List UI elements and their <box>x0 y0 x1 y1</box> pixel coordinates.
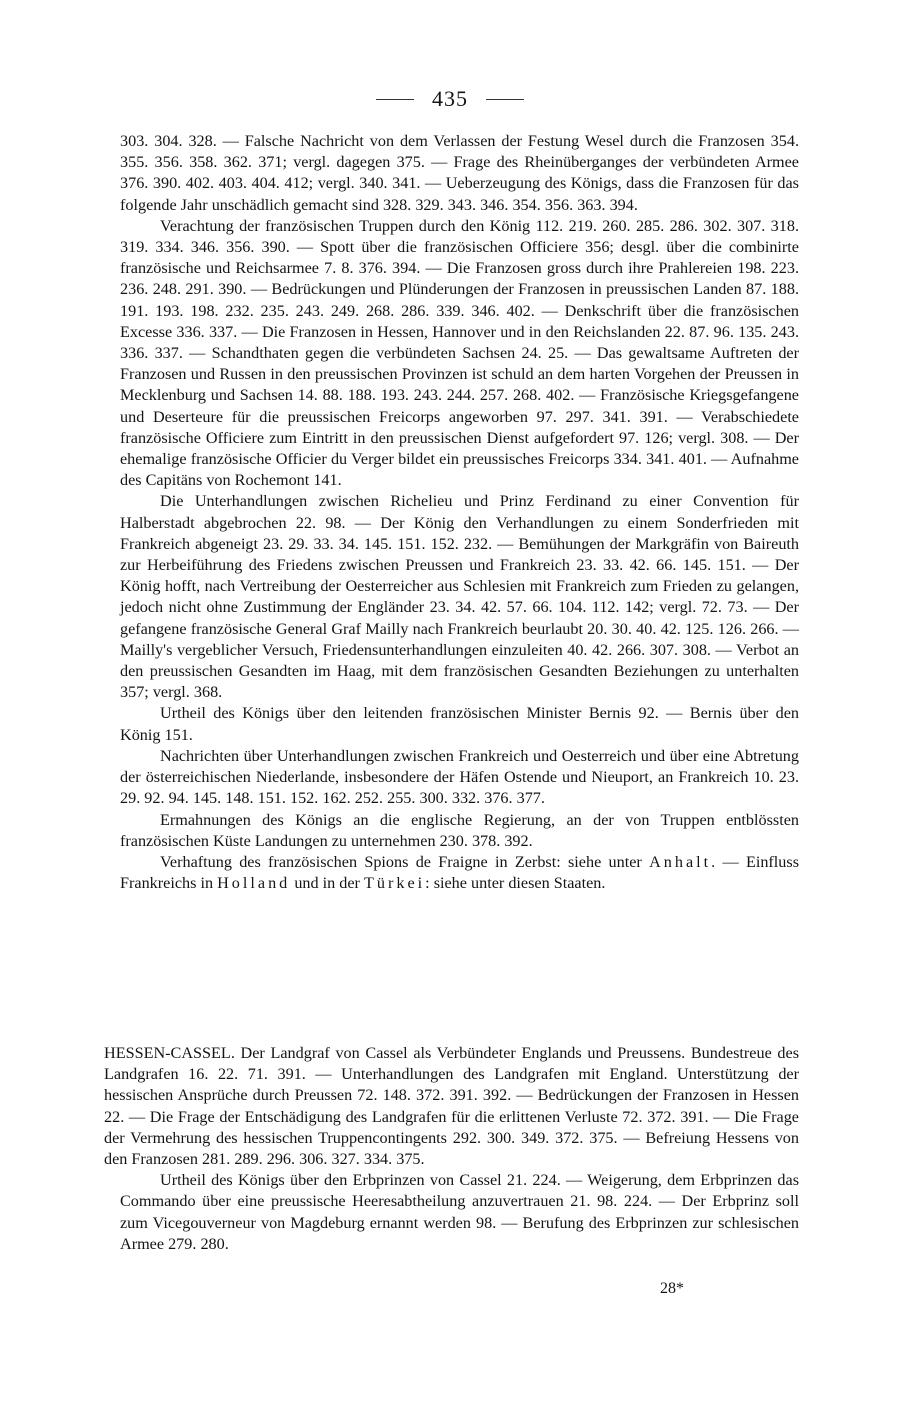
paragraph-unterhandlungen: Die Unterhandlungen zwischen Richelieu und Prinz Ferdinand zu einer Convention für Halberstadt abgebrochen 22. 98. — Der König den Verhandlungen zu einem Sonderfrieden mit Frankreich abgeneigt 23. 29. 33. 34. 145. 151. 152. 232. — Bemühungen der Markgräfin von Baireuth zur Herbeiführung des Friedens zwischen Preussen und Frankreich 23. 33. 42. 66. 145. 151. — Der König hofft, nach Vertreibung der Oesterreicher aus Schlesien mit Frankreich zum Frieden zu gelangen, jedoch nicht ohne Zustimmung der Engländer 23. 34. 42. 57. 66. 104. 112. 142; vergl. 72. 73. — Der gefangene französische General Graf Mailly nach Frankreich beurlaubt 20. 30. 40. 42. 125. 126. 266. — Mailly's vergeblicher Versuch, Friedensunterhandlungen einzuleiten 40. 42. 266. 307. 308. — Verbot an den preussischen Gesandten im Haag, mit dem französischen Gesandten Beziehungen zu unterhalten 357; vergl. 368. <box>120 492 799 702</box>
paragraph-bernis: Urtheil des Königs über den leitenden französischen Minister Bernis 92. — Bernis über den König 151. <box>120 704 799 744</box>
verhaftung-text-4: : siehe unter diesen Staaten. <box>425 874 606 893</box>
paragraph-verhaftung <box>120 852 799 894</box>
paragraph-erbprinz: Urtheil des Königs über den Erbprinzen von Cassel 21. 224. — Weigerung, dem Erbprinzen das Commando über eine preussische Heeresabtheilung anzuvertrauen 21. 98. 224. — Der Erbprinz soll zum Vicegouverneur von Magdeburg ernannt werden 98. — Berufung des Erbprinzen zur schlesischen Armee 279. 280. <box>120 1171 799 1253</box>
page-header <box>0 86 900 112</box>
verhaftung-text-3: und in der <box>294 874 360 893</box>
crossref-tuerkei: Türkei <box>364 874 426 893</box>
signature-mark: 28* <box>660 1280 684 1297</box>
hessen-cassel-entry <box>104 1043 799 1170</box>
paragraph-verachtung: Verachtung der französischen Truppen durch den König 112. 219. 260. 285. 286. 302. 307. 318. 319. 334. 346. 356. 390. — Spott über die französischen Officiere 356; desgl. über die combinirte französische und Reichsarmee 7. 8. 376. 394. — Die Franzosen gross durch ihre Prahlereien 198. 223. 236. 248. 291. 390. — Bedrückungen und Plünderungen der Franzosen in preussischen Landen 87. 188. 191. 193. 198. 232. 235. 243. 249. 268. 286. 339. 346. 402. — Denkschrift über die französischen Excesse 336. 337. — Die Franzosen in Hessen, Hannover und in den Reichslanden 22. 87. 96. 135. 243. 336. 337. — Schandthaten gegen die verbündeten Sachsen 24. 25. — Das gewaltsame Auftreten der Franzosen und Russen in den preussischen Provinzen ist schuld an dem harten Vorgehen der Preussen in Mecklenburg und Sachsen 14. 88. 188. 193. 243. 244. 257. 268. 402. — Französische Kriegsgefangene und Deserteure für die preussischen Freicorps angeworben 97. 297. 341. 391. — Verabschiedete französische Officiere zum Eintritt in den preussischen Dienst aufgefordert 97. 126; vergl. 308. — Der ehemalige französische Officier du Verger bildet ein preussisches Freicorps 334. 341. 401. — Aufnahme des Capitäns von Rochemont 141. <box>120 216 799 490</box>
crossref-holland: Holland <box>217 874 291 893</box>
paragraph-continuation: 303. 304. 328. — Falsche Nachricht von dem Verlassen der Festung Wesel durch die Franzosen 354. 355. 356. 358. 362. 371; vergl. dagegen 375. — Frage des Rheinüberganges der verbündeten Armee 376. 390. 402. 403. 404. 412; vergl. 340. 341. — Ueberzeugung des Königs, dass die Franzosen für das folgende Jahr unschädlich gemacht sind 328. 329. 343. 346. 354. 356. 363. 394. <box>120 132 799 214</box>
header-rule-left <box>376 99 414 100</box>
crossref-anhalt: Anhalt <box>649 852 712 871</box>
paragraph-nachrichten: Nachrichten über Unterhandlungen zwischen Frankreich und Oesterreich und über eine Abtretung der österreichischen Niederlande, insbesondere der Häfen Ostende und Nieuport, an Frankreich 10. 23. 29. 92. 94. 145. 148. 151. 152. 162. 252. 255. 300. 332. 376. 377. <box>120 746 799 808</box>
header-rule-right <box>486 99 524 100</box>
frankreich-entries <box>120 131 799 894</box>
section-heading: HESSEN-CASSEL. <box>104 1044 235 1062</box>
page-number: 435 <box>432 86 468 111</box>
paragraph-ermahnungen: Ermahnungen des Königs an die englische Regierung, an der von Truppen entblössten französischen Küste Landungen zu unternehmen 230. 378. 392. <box>120 810 799 850</box>
hessen-cassel-section <box>104 1043 799 1255</box>
verhaftung-text-2: . — Einfluss Frankreichs in <box>120 852 799 893</box>
hessen-cassel-text: Der Landgraf von Cassel als Verbündeter Englands und Preussens. Bundestreue des Landgrafen 16. 22. 71. 391. — Unterhandlungen des Landgrafen mit England. Unterstützung der hessischen Ansprüche durch Preussen 72. 148. 372. 391. 392. — Bedrückungen der Franzosen in Hessen 22. — Die Frage der Entschädigung des Landgrafen für die erlittenen Verluste 72. 372. 391. — Die Frage der Vermehrung des hessischen Truppencontingents 292. 300. 349. 372. 375. — Befreiung Hessens von den Franzosen 281. 289. 296. 306. 327. 334. 375. <box>104 1044 800 1169</box>
verhaftung-text: Verhaftung des französischen Spions de Fraigne in Zerbst: siehe unter <box>160 852 642 871</box>
